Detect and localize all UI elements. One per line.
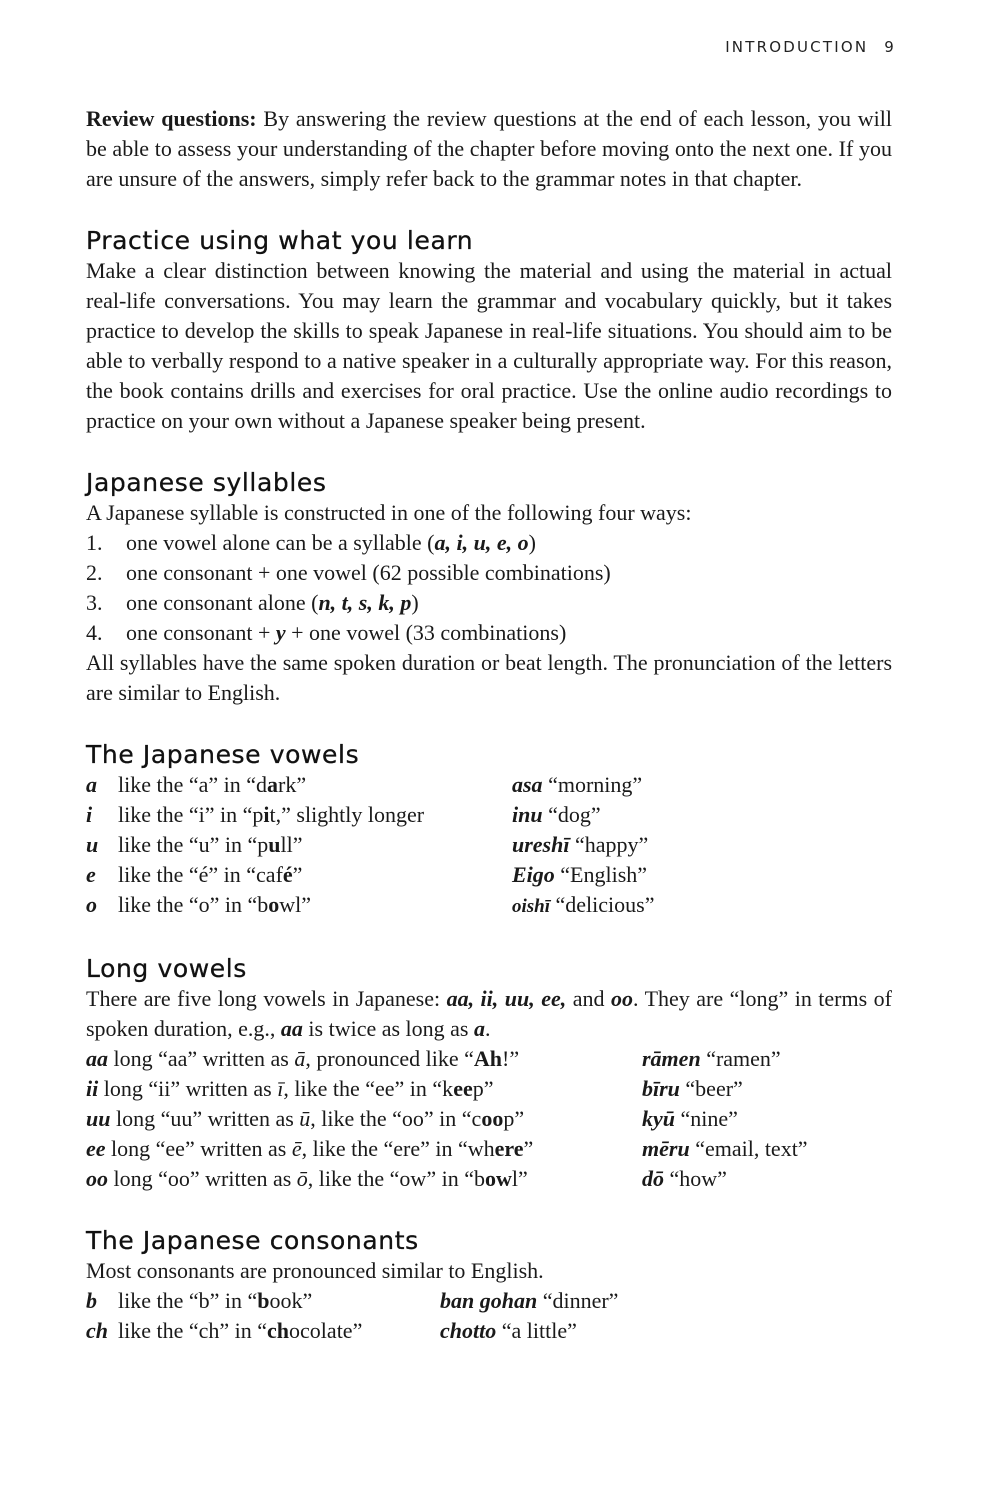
long-vowel-description: uu long “uu” written as ū, like the “oo” in “coop” <box>86 1106 525 1131</box>
practice-heading: Practice using what you learn <box>86 226 474 255</box>
syllables-heading: Japanese syllables <box>86 468 327 497</box>
consonant-description: like the “b” in “book” <box>118 1288 313 1313</box>
list-number: 4. <box>86 620 103 645</box>
list-number: 3. <box>86 590 103 615</box>
list-number: 1. <box>86 530 103 555</box>
long-vowel-example: kyū “nine” <box>642 1106 738 1131</box>
consonants-section <box>86 1226 892 1346</box>
page-number: 9 <box>884 38 896 56</box>
long-vowel-description: aa long “aa” written as ā, pronounced like “Ah!” <box>86 1046 520 1071</box>
list-tail: + one vowel (33 combinations) <box>285 620 567 645</box>
list-item <box>86 528 892 558</box>
vowel-example: asa “morning” <box>512 772 643 797</box>
consonants-intro: Most consonants are pronounced similar to English. <box>86 1258 544 1283</box>
long-vowel-example: dō “how” <box>642 1166 727 1191</box>
list-example: y <box>275 620 286 645</box>
vowels-heading: The Japanese vowels <box>86 740 360 769</box>
list-example: a, i, u, e, o <box>434 530 529 555</box>
long-vowel-example: rāmen “ramen” <box>642 1046 781 1071</box>
review-paragraph <box>86 104 892 194</box>
consonant-description: like the “ch” in “chocolate” <box>118 1318 363 1343</box>
vowel-description: like the “i” in “pit,” slightly longer <box>118 802 425 827</box>
vowel-letter: o <box>86 892 97 917</box>
consonants-table <box>86 1286 892 1346</box>
long-vowel-description: oo long “oo” written as ō, like the “ow” in “bowl” <box>86 1166 528 1191</box>
list-item <box>86 558 892 588</box>
list-item <box>86 618 892 648</box>
vowel-letter: u <box>86 832 99 857</box>
running-header <box>725 38 896 56</box>
consonant-letter: ch <box>86 1318 108 1343</box>
practice-section <box>86 226 892 436</box>
list-example: n, t, s, k, p <box>318 590 412 615</box>
review-label: Review questions: <box>86 106 257 131</box>
long-vowels-heading: Long vowels <box>86 954 247 983</box>
vowel-example: Eigo “English” <box>512 862 648 887</box>
list-tail: ) <box>528 530 536 555</box>
list-item <box>86 588 892 618</box>
long-vowel-example: bīru “beer” <box>642 1076 743 1101</box>
long-vowels-intro: There are five long vowels in Japanese: aa, ii, uu, ee, and oo. They are “long” in terms of spoken duration, e.g., aa is twice as long as a. <box>86 986 892 1041</box>
list-text: one consonant alone ( <box>126 590 319 615</box>
vowel-example: ureshī “happy” <box>512 832 649 857</box>
long-vowels-table <box>86 1044 892 1194</box>
review-text: By answering the review questions at the end of each lesson, you will be able to assess your understanding of the chapter before moving onto the next one. If you are unsure of the answers, simply refer back to the grammar notes in that chapter. <box>86 106 892 191</box>
page-body <box>86 104 892 1346</box>
list-number: 2. <box>86 560 103 585</box>
vowel-example: inu “dog” <box>512 802 601 827</box>
syllables-outro: All syllables have the same spoken duration or beat length. The pronunciation of the letters are similar to English. <box>86 650 892 705</box>
syllables-section <box>86 468 892 708</box>
long-vowel-description: ii long “ii” written as ī, like the “ee” in “keep” <box>86 1076 494 1101</box>
syllables-list <box>86 528 892 648</box>
vowel-description: like the “a” in “dark” <box>118 772 307 797</box>
vowel-example: oishī “delicious” <box>512 892 655 917</box>
consonant-example: ban gohan “dinner” <box>440 1288 619 1313</box>
vowels-table <box>86 770 892 922</box>
list-text: one consonant + one vowel (62 possible combinations) <box>126 560 611 585</box>
long-vowel-description: ee long “ee” written as ē, like the “ere” in “where” <box>86 1136 534 1161</box>
vowel-letter: a <box>86 772 97 797</box>
vowel-letter: i <box>86 802 93 827</box>
vowels-section <box>86 740 892 922</box>
vowel-description: like the “u” in “pull” <box>118 832 303 857</box>
list-text: one consonant + <box>126 620 276 645</box>
list-tail: ) <box>411 590 419 615</box>
syllables-intro: A Japanese syllable is constructed in one of the following four ways: <box>86 500 692 525</box>
long-vowel-example: mēru “email, text” <box>642 1136 808 1161</box>
vowel-description: like the “o” in “bowl” <box>118 892 312 917</box>
consonants-heading: The Japanese consonants <box>86 1226 419 1255</box>
practice-paragraph: Make a clear distinction between knowing the material and using the material in actual real-life conversations. You may learn the grammar and vocabulary quickly, but it takes practice to develop the skills to speak Japanese in real-life situations. You should aim to be able to verbally respond to a native speaker in a culturally appropriate way. For this reason, the book contains drills and exercises for oral practice. Use the online audio recordings to practice on your own without a Japanese speaker being present. <box>86 258 892 433</box>
vowel-description: like the “é” in “café” <box>118 862 303 887</box>
consonant-letter: b <box>86 1288 97 1313</box>
vowel-letter: e <box>86 862 96 887</box>
list-text: one vowel alone can be a syllable ( <box>126 530 435 555</box>
running-header-section: INTRODUCTION <box>725 38 869 56</box>
long-vowels-section <box>86 954 892 1194</box>
consonant-example: chotto “a little” <box>440 1318 577 1343</box>
